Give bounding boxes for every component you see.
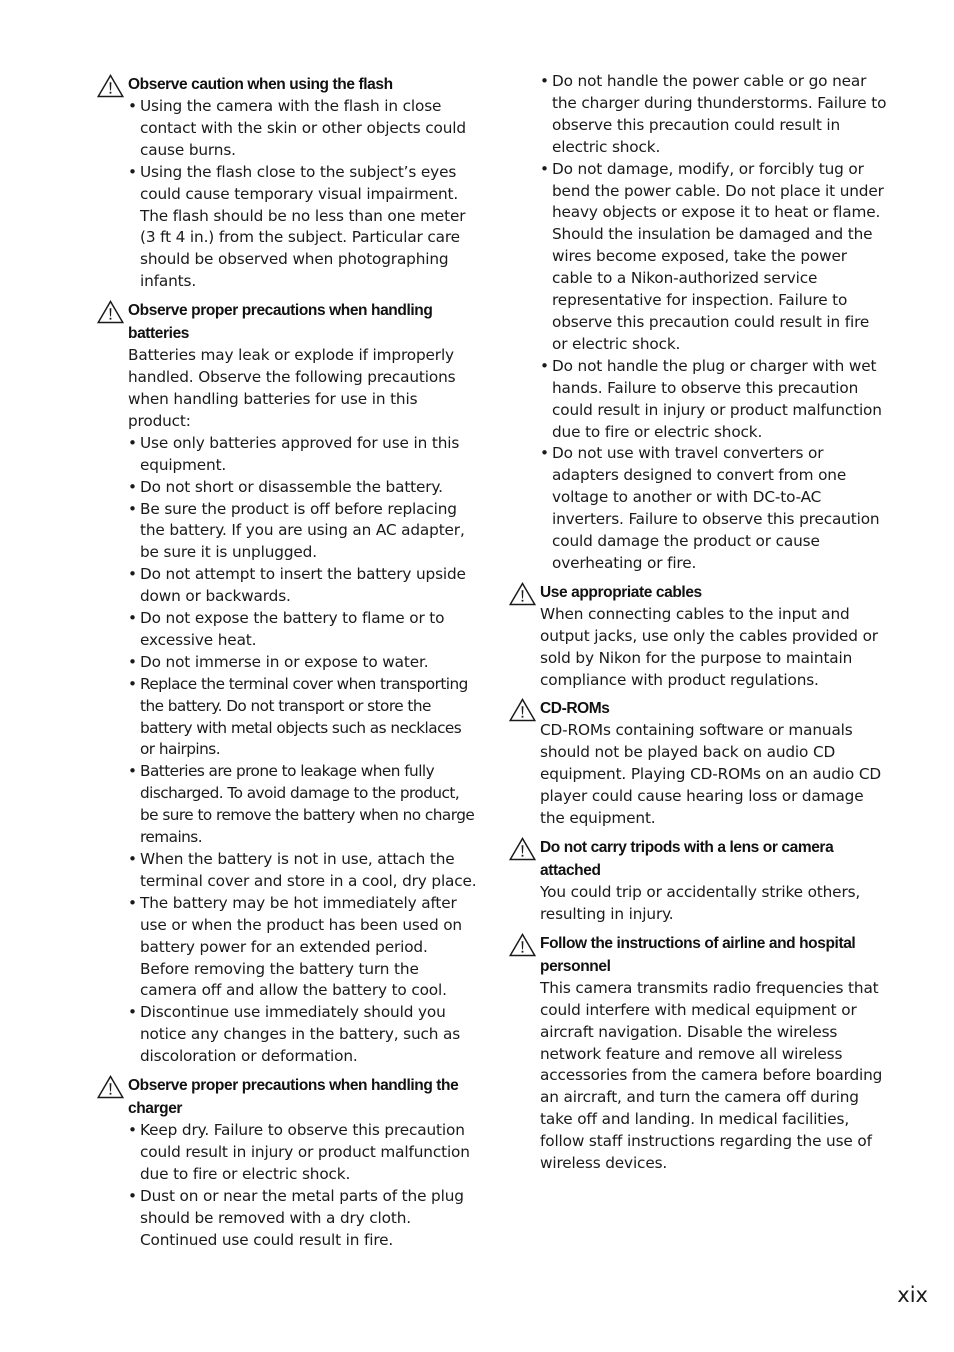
warning-icon bbox=[97, 300, 124, 324]
bullet-item: • Use only batteries approved for use in this equipment. bbox=[128, 433, 478, 477]
warning-icon bbox=[97, 74, 124, 98]
bullet-item: • Using the camera with the flash in close contact with the skin or other objects could cause burns. bbox=[128, 96, 478, 162]
precaution-section bbox=[508, 836, 888, 926]
right-column bbox=[508, 71, 888, 1181]
section-paragraph: Batteries may leak or explode if improperly handled. Observe the following precautions when handling batteries for use in this product: bbox=[128, 346, 456, 430]
warning-icon bbox=[509, 837, 536, 861]
section-body bbox=[508, 71, 888, 575]
bullet-item: • Do not damage, modify, or forcibly tug or bend the power cable. Do not place it under heavy objects or expose it to heat or flame. Should the insulation be damaged and the wires become exposed, take the power cable to a Nikon-authorized service representative for inspection. Failure to observe this precaution could result in fire or electric shock. bbox=[540, 159, 888, 356]
section-body bbox=[96, 96, 478, 293]
bullet-item: • Do not expose the battery to flame or to excessive heat. bbox=[128, 608, 478, 652]
precaution-section bbox=[508, 932, 888, 1175]
section-title: Do not carry tripods with a lens or camera attached bbox=[540, 839, 834, 879]
section-title: Observe caution when using the flash bbox=[128, 76, 393, 93]
section-body bbox=[508, 720, 888, 830]
section-body bbox=[96, 345, 478, 1068]
warning-icon bbox=[509, 698, 536, 722]
section-title: CD-ROMs bbox=[540, 700, 610, 718]
precaution-section bbox=[96, 73, 478, 293]
bullet-list bbox=[128, 433, 478, 1068]
bullet-item: • Dust on or near the metal parts of the plug should be removed with a dry cloth. Continued use could result in fire. bbox=[128, 1186, 478, 1252]
section-title: Follow the instructions of airline and hospital personnel bbox=[540, 934, 856, 975]
bullet-item: • Discontinue use immediately should you notice any changes in the battery, such as discoloration or deformation. bbox=[128, 1002, 478, 1068]
warning-icon bbox=[509, 933, 536, 957]
bullet-list bbox=[128, 1120, 478, 1251]
bullet-item: • Do not short or disassemble the battery. bbox=[128, 477, 478, 499]
bullet-item: • Keep dry. Failure to observe this precaution could result in injury or product malfunction due to fire or electric shock. bbox=[128, 1120, 478, 1186]
precaution-section bbox=[96, 1074, 478, 1251]
section-header bbox=[96, 73, 478, 96]
section-header bbox=[508, 697, 888, 720]
section-header bbox=[508, 581, 888, 604]
section-header bbox=[508, 836, 888, 882]
bullet-item: • Using the flash close to the subject’s eyes could cause temporary visual impairment. The flash should be no less than one meter (3 ft 4 in.) from the subject. Particular care should be observed when photographing infants. bbox=[128, 162, 478, 293]
section-paragraph: You could trip or accidentally strike others, resulting in injury. bbox=[540, 883, 861, 923]
bullet-item: • Batteries are prone to leakage when fully discharged. To avoid damage to the product, be sure to remove the battery when no charge remains. bbox=[128, 761, 478, 849]
bullet-item: • Replace the terminal cover when transporting the battery. Do not transport or store the battery with metal objects such as necklaces or hairpins. bbox=[128, 674, 478, 762]
bullet-item: • The battery may be hot immediately after use or when the product has been used on battery power for an extended period. Before removing the battery turn the camera off and allow the battery to cool. bbox=[128, 893, 478, 1003]
section-body bbox=[508, 978, 888, 1175]
bullet-item: • Do not use with travel converters or adapters designed to convert from one voltage to another or with DC-to-AC inverters. Failure to observe this precaution could damage the product or cause overheating or fire. bbox=[540, 443, 888, 574]
section-header bbox=[96, 1074, 478, 1120]
bullet-list bbox=[540, 71, 888, 575]
section-paragraph: When connecting cables to the input and output jacks, use only the cables provided or sold by Nikon for the purpose to maintain compliance with product regulations. bbox=[540, 604, 878, 689]
bullet-item: • Be sure the product is off before replacing the battery. If you are using an AC adapter, be sure it is unplugged. bbox=[128, 499, 478, 565]
left-column bbox=[96, 71, 478, 1258]
bullet-list bbox=[128, 96, 478, 293]
section-title: Observe proper precautions when handling batteries bbox=[128, 302, 433, 343]
precaution-section bbox=[508, 581, 888, 692]
bullet-item: • Do not handle the plug or charger with wet hands. Failure to observe this precaution could result in injury or product malfunction due to fire or electric shock. bbox=[540, 356, 888, 444]
section-header bbox=[508, 932, 888, 978]
section-body bbox=[508, 882, 888, 926]
section-paragraph: This camera transmits radio frequencies that could interfere with medical equipment or aircraft navigation. Disable the wireless network feature and remove all wireless accessories from the camera before boarding an aircraft, and turn the camera off during take off and landing. In medical facilities, follow staff instructions regarding the use of wireless devices. bbox=[540, 978, 883, 1173]
section-paragraph: CD-ROMs containing software or manuals should not be played back on audio CD equipment. Playing CD-ROMs on an audio CD player could cause hearing loss or damage the equipment. bbox=[540, 721, 882, 828]
bullet-item: • When the battery is not in use, attach the terminal cover and store in a cool, dry place. bbox=[128, 849, 478, 893]
precaution-section bbox=[508, 697, 888, 830]
warning-icon bbox=[509, 582, 536, 606]
section-body bbox=[96, 1120, 478, 1251]
bullet-item: • Do not immerse in or expose to water. bbox=[128, 652, 478, 674]
section-title: Use appropriate cables bbox=[540, 583, 702, 601]
warning-icon bbox=[97, 1075, 124, 1099]
precaution-section bbox=[96, 299, 478, 1068]
precaution-section bbox=[508, 71, 888, 575]
section-header bbox=[96, 299, 478, 345]
section-title: Observe proper precautions when handling the charger bbox=[128, 1077, 459, 1118]
bullet-item: • Do not handle the power cable or go near the charger during thunderstorms. Failure to observe this precaution could result in electric shock. bbox=[540, 71, 888, 159]
page-number: xix bbox=[897, 1283, 928, 1307]
bullet-item: • Do not attempt to insert the battery upside down or backwards. bbox=[128, 564, 478, 608]
section-body bbox=[508, 604, 888, 692]
